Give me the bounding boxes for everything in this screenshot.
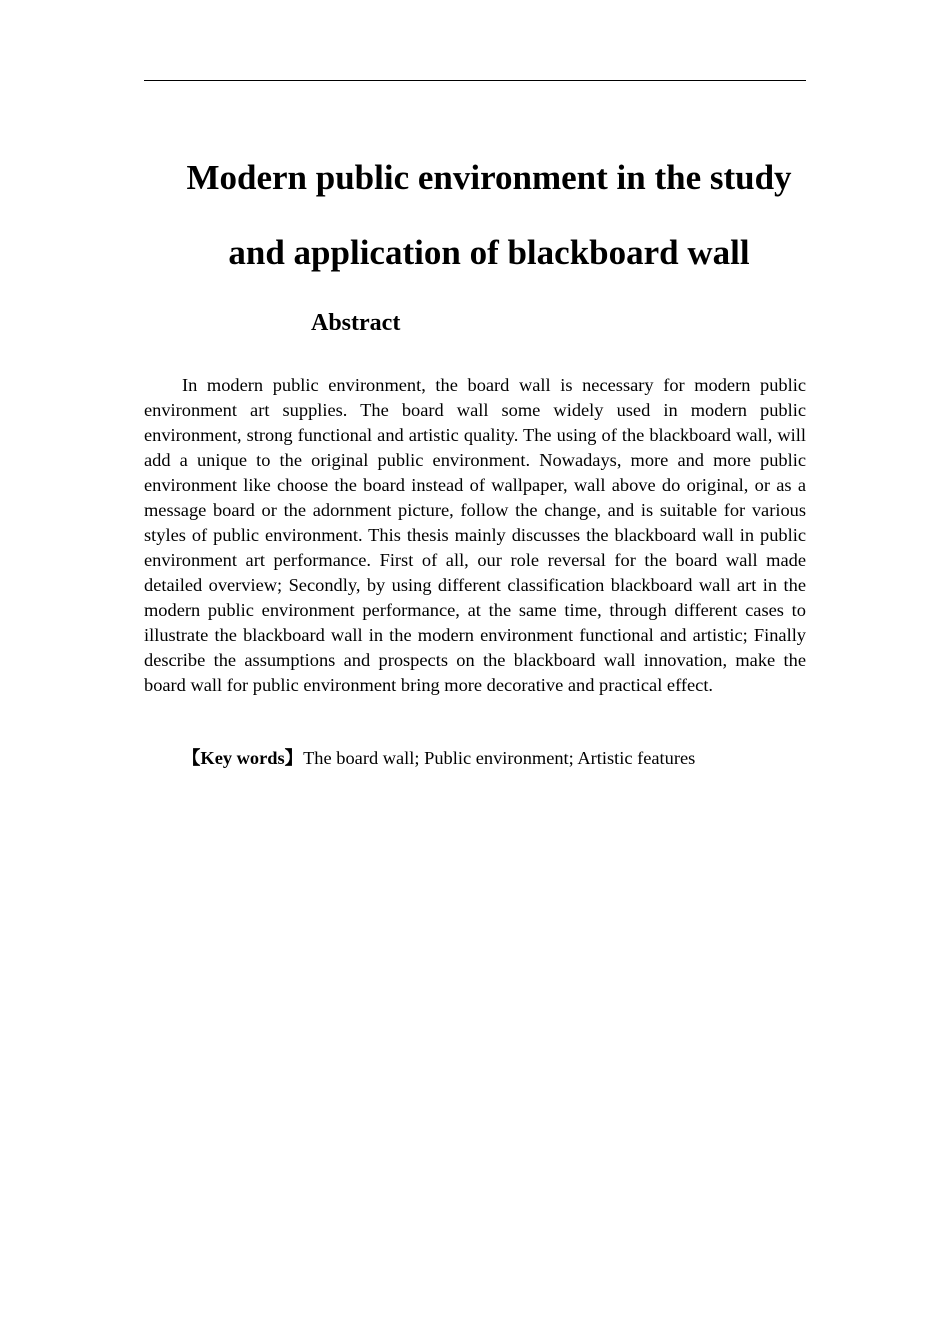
document-title — [144, 140, 834, 290]
keywords-value: The board wall; Public environment; Artistic features — [303, 748, 696, 768]
title-line-1: Modern public environment in the study — [186, 158, 792, 197]
keywords — [182, 746, 695, 771]
abstract-heading: Abstract — [311, 310, 401, 336]
title-line-2: and application of blackboard wall — [228, 233, 750, 272]
header-rule — [144, 80, 806, 81]
keywords-label: 【Key words】 — [182, 748, 304, 768]
abstract-body: In modern public environment, the board wall is necessary for modern public environment art supplies. The board wall some widely used in modern public environment, strong functional and artistic quality. The using of the blackboard wall, will add a unique to the original public environment. Nowadays, more and more public environment like choose the board instead of wallpaper, wall above do original, or as a message board or the adornment picture, follow the change, and is suitable for various styles of public environment. This thesis mainly discusses the blackboard wall in public environment art performance. First of all, our role reversal for the board wall made detailed overview; Secondly, by using different classification blackboard wall art in the modern public environment performance, at the same time, through different cases to illustrate the blackboard wall in the modern environment functional and artistic; Finally describe the assumptions and prospects on the blackboard wall innovation, make the board wall for public environment bring more decorative and practical effect. — [144, 375, 806, 695]
